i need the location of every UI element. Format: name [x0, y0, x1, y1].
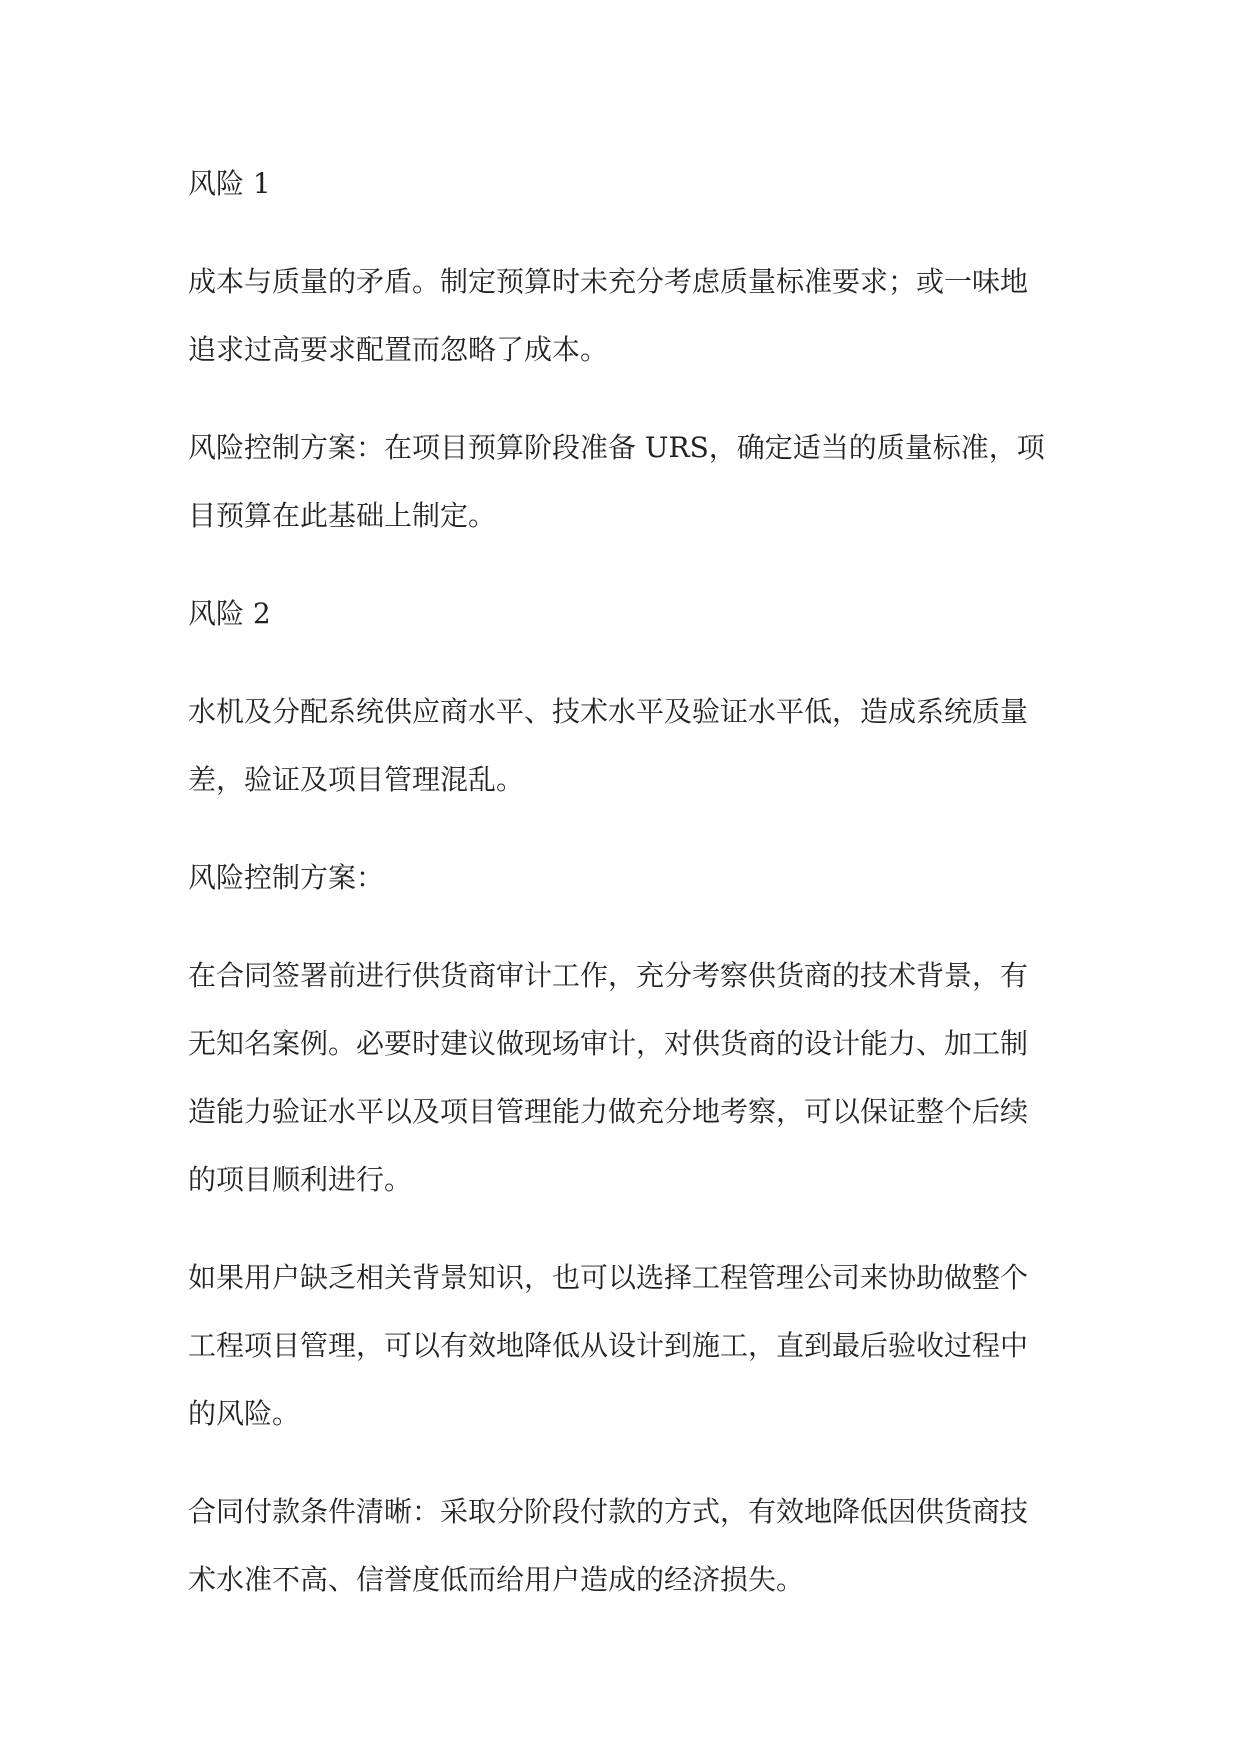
text-line: 合同付款条件清晰：采取分阶段付款的方式，有效地降低因供货商技 [188, 1495, 1029, 1528]
text-line: 在合同签署前进行供货商审计工作，充分考察供货商的技术背景，有 [188, 959, 1029, 992]
text-line: 差，验证及项目管理混乱。 [188, 763, 525, 796]
paragraph-supplier-audit [188, 942, 1058, 1214]
text-line: 造能力验证水平以及项目管理能力做充分地考察，可以保证整个后续 [188, 1095, 1029, 1128]
paragraph-risk-1-control-plan [188, 414, 1058, 550]
text-line: 如果用户缺乏相关背景知识，也可以选择工程管理公司来协助做整个 [188, 1261, 1029, 1294]
paragraph-risk-1-description [188, 248, 1058, 384]
heading-risk-2 [188, 580, 1058, 648]
text-line: 风险 1 [188, 167, 271, 200]
text-line: 风险控制方案： [188, 861, 385, 894]
text-line: 成本与质量的矛盾。制定预算时未充分考虑质量标准要求；或一味地 [188, 265, 1029, 298]
heading-risk-2-control-plan [188, 844, 1058, 912]
paragraph-engineering-management [188, 1244, 1058, 1448]
paragraph-payment-terms [188, 1478, 1058, 1614]
document-body [188, 150, 1058, 1644]
text-line: 无知名案例。必要时建议做现场审计，对供货商的设计能力、加工制 [188, 1027, 1029, 1060]
text-line: 风险 2 [188, 597, 271, 630]
text-line: 追求过高要求配置而忽略了成本。 [188, 333, 609, 366]
text-line: 术水准不高、信誉度低而给用户造成的经济损失。 [188, 1563, 805, 1596]
text-line: 的风险。 [188, 1397, 301, 1430]
heading-risk-1 [188, 150, 1058, 218]
text-line: 风险控制方案：在项目预算阶段准备 URS，确定适当的质量标准，项 [188, 431, 1045, 464]
text-line: 目预算在此基础上制定。 [188, 499, 497, 532]
text-line: 工程项目管理，可以有效地降低从设计到施工，直到最后验收过程中 [188, 1329, 1029, 1362]
text-line: 水机及分配系统供应商水平、技术水平及验证水平低，造成系统质量 [188, 695, 1029, 728]
paragraph-risk-2-description [188, 678, 1058, 814]
text-line: 的项目顺利进行。 [188, 1163, 413, 1196]
